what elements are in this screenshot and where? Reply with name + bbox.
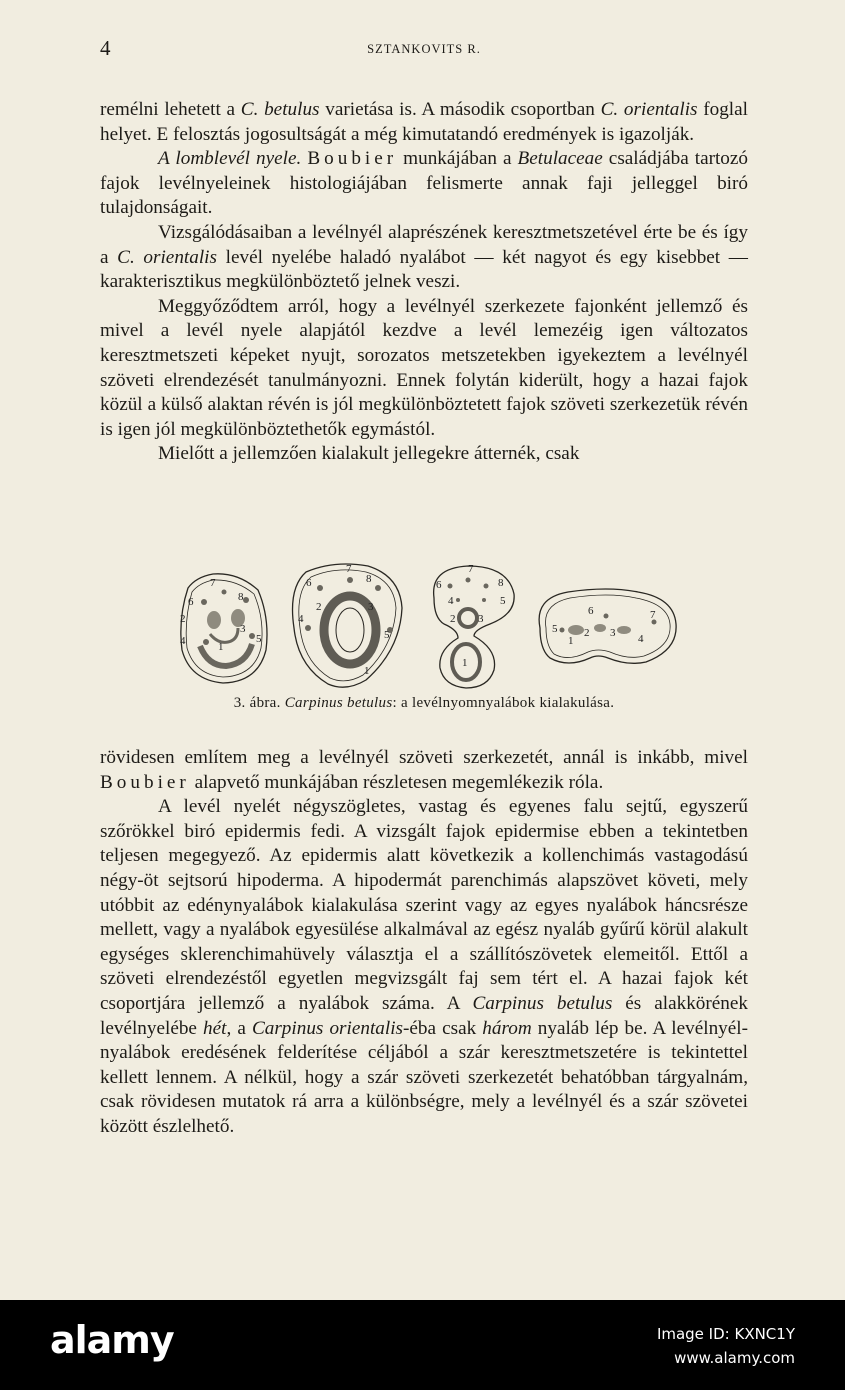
paragraph (100, 295, 748, 443)
text-run: , a (226, 1017, 252, 1039)
watermark-url: www.alamy.com (674, 1349, 795, 1367)
italic-text: Carpinus betulus (284, 695, 393, 711)
paragraph (100, 147, 748, 221)
bundle-label: 2 (316, 601, 322, 613)
bundle-label: 4 (448, 595, 454, 607)
page-header (100, 36, 748, 62)
bundle-label: 4 (180, 635, 186, 647)
page-number: 4 (100, 36, 111, 60)
text-block-upper (100, 98, 748, 467)
spaced-name: Boubier (307, 148, 398, 170)
bundle-label: 3 (478, 613, 484, 625)
bundle-label: 2 (584, 627, 590, 639)
bundle-label: 8 (366, 573, 372, 585)
bundle-label: 2 (180, 613, 186, 625)
italic-text: három (482, 1017, 532, 1039)
text-run: A levél nyelét négyszögletes, vastag és egyenes falu sejtű, egyszerű szőrökkel biró epidermis fedi. A vizsgált fajok epidermise ebben a tekintetben teljesen megegyező. Az epidermis alatt következik a kollenchimás vastagodású négy-öt sejtsorú hipoderma. A hipodermát parenchimás alapszövet követi, mely utóbbit az edénynyalábok kialakulása szerint vagy az egyes nyalábok háncsrésze mellett, vagy a nyalábok egyesülése alkalmával az egész nyaláb gyűrű körül alakult egységes sklerenchimahüvely választja el a szállítószövetek elemeitől. Ettől a szöveti elrendezéstől egyetlen megvizsgált faj sem tért el. A hazai fajok két csoportjára jellemző a nyalábok száma. A (100, 796, 748, 1014)
bundle-label: 4 (298, 613, 304, 625)
paragraph (100, 795, 748, 1139)
italic-text: C. orientalis (600, 99, 698, 120)
section-1-labels (180, 577, 262, 653)
paragraph (100, 442, 748, 467)
italic-text: C. betulus (240, 99, 320, 120)
paragraph (100, 746, 748, 795)
italic-text: C. orientalis (117, 246, 217, 268)
bundle-label: 3 (368, 601, 374, 613)
text-run: varietása is. A második csoportban (319, 99, 601, 120)
bundle-label: 7 (468, 563, 474, 575)
text-run: nyaláb lép be. A levélnyél-nyalábok eredésének felderítése céljából a szár keresztmetszetére is tekintettel kellett lennem. A nélkül, hogy a szár szöveti szerkezetét behatóbban tárgyalnám, csak rövidesen mutatok rá arra a különbségre, mely a levélnyél és a szár szövetei között észlelhető. (100, 1017, 749, 1137)
spaced-name: Boubier (100, 771, 190, 793)
text-run: alapvető munkájában részletesen megemlékezik róla. (189, 771, 604, 793)
text-run: családjába tartozó fajok levélnyeleinek histologiájában felismerte annak faji jelleggel biró tulajdonságait. (100, 148, 749, 219)
bundle-label: 7 (346, 563, 352, 575)
bundle-label: 6 (436, 579, 442, 591)
stock-watermark-bar (0, 1300, 845, 1390)
text-run: : a levélnyomnyalábok kialakulása. (392, 695, 615, 711)
bundle-label: 7 (650, 609, 656, 621)
text-run: Meggyőződtem arról, hogy a levélnyél szerkezete fajonként jellemző és mivel a levél nyele alapjától kezdve a levél lemezéig igen változatos keresztmetszeti képeket nyujt, sorozatos metszetekben igyekeztem a levélnyél szöveti elrendezését tanulmányozni. Ennek folytán kiderült, hogy a hazai fajok közül a külső alaktan révén is jól megkülönböztetett fajok szöveti szerkezetük révén is igen jól megkülönböztethetők egymástól. (100, 295, 748, 440)
text-run: rövidesen említem meg a levélnyél szöveti szerkezetét, annál is inkább, mivel (100, 747, 748, 768)
italic-text: Carpinus betulus (472, 992, 613, 1014)
bundle-label: 7 (210, 577, 216, 589)
text-run: levél nyelébe haladó nyalábot — két nagyot és egy kisebbet — karakterisztikus megkülönböztető jelnek veszi. (100, 246, 748, 293)
italic-text: Betulaceae (517, 148, 603, 170)
bundle-label: 3 (240, 623, 246, 635)
bundle-label: 5 (384, 629, 390, 641)
section-3-labels (436, 563, 506, 669)
bundle-label: 1 (218, 641, 224, 653)
section-4 (539, 589, 676, 663)
figure-leaf-stalk-sections (168, 558, 688, 693)
bundle-label: 6 (306, 577, 312, 589)
figure-caption (100, 695, 748, 712)
text-run: -éba csak (403, 1017, 483, 1039)
bundle-label: 1 (462, 657, 468, 669)
bundle-label: 1 (568, 635, 574, 647)
bundle-label: 3 (610, 627, 616, 639)
image-id: Image ID: KXNC1Y (656, 1325, 795, 1343)
alamy-logo: alamy (50, 1318, 174, 1362)
bundle-label: 1 (364, 665, 370, 677)
text-run: foglal helyet. E felosztás jogosultságát a még kimutatandó eredmények is igazolják. (100, 99, 748, 145)
italic-text: A lomblevél nyele. (158, 148, 302, 170)
bundle-label: 8 (238, 591, 244, 603)
text-run: Vizsgálódásaiban a levélnyél alaprészének keresztmetszetével érte be és így a (100, 221, 748, 268)
watermark-info (657, 1322, 795, 1370)
bundle-label: 6 (588, 605, 594, 617)
running-head: SZTANKOVITS R. (367, 42, 481, 56)
text-block-lower (100, 746, 748, 1140)
bundle-label: 5 (500, 595, 506, 607)
text-run: remélni lehetett a (100, 99, 241, 120)
paragraph (100, 98, 748, 147)
italic-text: Carpinus orientalis (251, 1017, 404, 1039)
text-run: Mielőtt a jellemzően kialakult jellegekre átternék, csak (158, 443, 580, 465)
paragraph (100, 221, 748, 295)
section-1 (181, 574, 267, 683)
bundle-label: 5 (256, 633, 262, 645)
text-run: munkájában a (397, 148, 518, 170)
text-run: és alakkörének levélnyelébe (100, 992, 748, 1039)
italic-text: hét (203, 1017, 227, 1039)
text-run: 3. ábra. (233, 695, 285, 711)
bundle-label: 6 (188, 596, 194, 608)
bundle-label: 8 (498, 577, 504, 589)
bundle-label: 4 (638, 633, 644, 645)
bundle-label: 2 (450, 613, 456, 625)
bundle-label: 5 (552, 623, 558, 635)
